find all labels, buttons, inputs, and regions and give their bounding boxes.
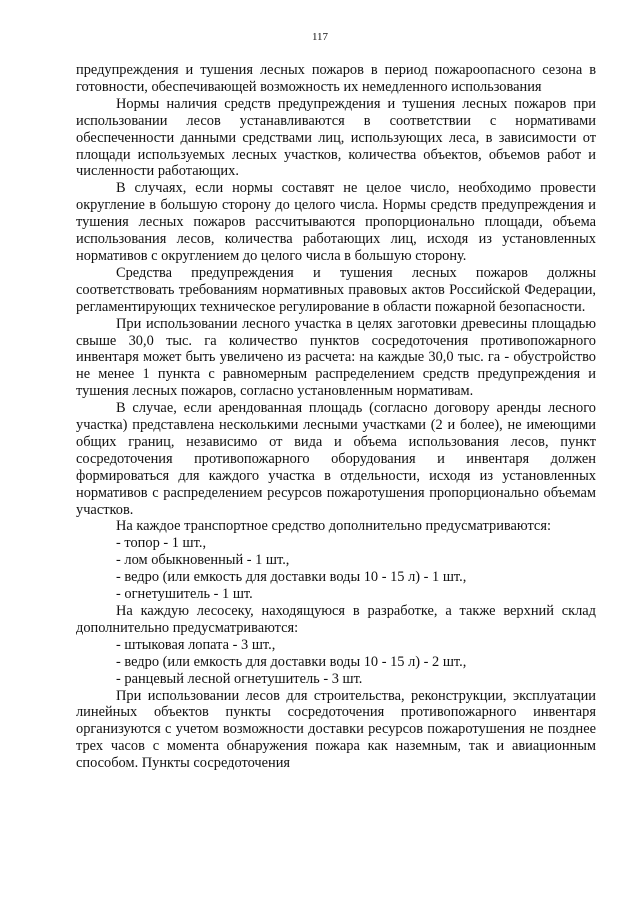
document-body xyxy=(76,62,596,772)
list-item-bucket: - ведро (или емкость для доставки воды 10 - 15 л) - 1 шт., xyxy=(116,569,467,586)
paragraph-linear-objects: При использовании лесов для строительства, реконструкции, эксплуатации линейных объектов пункты сосредоточения противопожарного инвентаря организуются с учетом возможности доставки ресурсов пожаротушения не позднее трех часов с момента обнаружения пожара как наземным, так и авиационным способом. Пункты сосредоточения xyxy=(76,687,596,772)
paragraph-continuation: предупреждения и тушения лесных пожаров в период пожароопасного сезона в готовности, обеспечивающей возможность их немедленного использования xyxy=(76,62,596,95)
paragraph-vehicle-intro: На каждое транспортное средство дополнительно предусматриваются: xyxy=(116,518,551,535)
page-number: 117 xyxy=(311,31,329,43)
paragraph-cutting-area-intro: На каждую лесосеку, находящуюся в разработке, а также верхний склад дополнительно предусматриваются: xyxy=(76,603,596,636)
paragraph-norms: Нормы наличия средств предупреждения и тушения лесных пожаров при использовании лесов устанавливаются в соответствии с нормативами обеспеченности данными средствами лиц, использующих леса, в зависимости от площади используемых лесных участков, количества объектов, объемов работ и численности работающих. xyxy=(76,95,596,180)
paragraph-rounding: В случаях, если нормы составят не целое число, необходимо провести округление в большую сторону до целого числа. Нормы средств предупреждения и тушения лесных пожаров рассчитываются пропорционально площади, объема использования лесов, количества работающих лиц, исходя из установленных нормативов с округлением до целого числа в большую сторону. xyxy=(76,180,596,264)
list-item-axe: - топор - 1 шт., xyxy=(116,535,207,552)
list-item-bucket-2: - ведро (или емкость для доставки воды 10 - 15 л) - 2 шт., xyxy=(116,653,467,670)
paragraph-large-area: При использовании лесного участка в целях заготовки древесины площадью свыше 30,0 тыс. га количество пунктов сосредоточения противопожарного инвентаря может быть увеличено из расчета: на каждые 30,0 тыс. га - обустройство не менее 1 пункта с равномерным распределением средств предупреждения и тушения лесных пожаров, согласно установленным нормативам. xyxy=(76,315,596,400)
list-item-extinguisher: - огнетушитель - 1 шт. xyxy=(116,586,253,603)
paragraph-lease: В случае, если арендованная площадь (согласно договору аренды лесного участка) представлена несколькими лесными участками (2 и более), не имеющими общих границ, независимо от вида и объема использования лесов, пункт сосредоточения противопожарного оборудования и инвентаря должен формироваться для каждого участка в отдельности, исходя из установленных нормативов с распределением ресурсов пожаротушения пропорционально объемам участков. xyxy=(76,400,596,518)
list-item-backpack-extinguisher: - ранцевый лесной огнетушитель - 3 шт. xyxy=(116,670,363,687)
list-item-shovel: - штыковая лопата - 3 шт., xyxy=(116,636,276,653)
list-item-crowbar: - лом обыкновенный - 1 шт., xyxy=(116,552,290,569)
paragraph-requirements: Средства предупреждения и тушения лесных пожаров должны соответствовать требованиям нормативных правовых актов Российской Федерации, регламентирующих техническое регулирование в области пожарной безопасности. xyxy=(76,264,596,315)
